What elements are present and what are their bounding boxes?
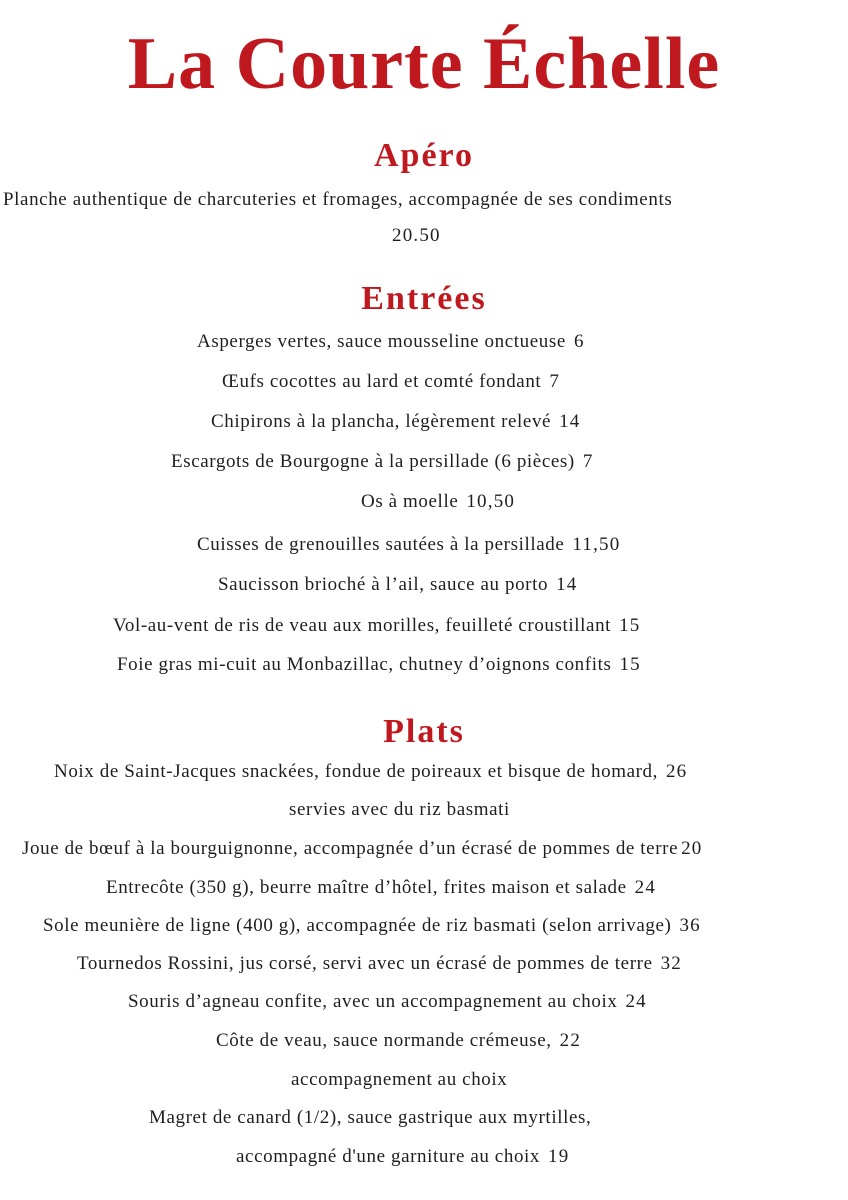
item-name: Magret de canard (1/2), sauce gastrique aux myrtilles, [149,1107,592,1128]
item-price: 11,50 [572,534,621,555]
menu-item-plat [128,990,647,1014]
item-name-line2: accompagnement au choix [291,1069,508,1090]
menu-item-entree [113,614,640,638]
item-price: 7 [582,451,594,472]
item-price: 24 [634,877,657,898]
restaurant-title: La Courte Échelle [127,23,721,105]
menu-item-plat [22,837,703,861]
item-name: Sole meunière de ligne (400 g), accompagnée de riz basmati (selon arrivage) [43,915,672,936]
item-price: 22 [559,1030,582,1051]
menu-item-plat [106,876,656,900]
menu-item-plat-continuation [289,798,510,822]
item-name: Escargots de Bourgogne à la persillade (6 pièces) [171,451,575,472]
item-name: Joue de bœuf à la bourguignonne, accompagnée d’un écrasé de pommes de terre [22,838,679,859]
item-price: 32 [660,953,683,974]
item-price: 20 [681,838,703,859]
menu-item-plat [149,1106,591,1130]
menu-item-entree [117,653,641,677]
menu-item-entree [197,533,620,557]
item-price: 24 [625,991,647,1012]
item-name: Noix de Saint-Jacques snackées, fondue de poireaux et bisque de homard, [54,761,658,782]
item-price: 15 [619,615,641,636]
item-price: 19 [548,1146,570,1167]
item-price: 26 [665,761,688,782]
menu-item-plat [77,952,682,976]
menu-item-plat [43,914,701,938]
item-name: Côte de veau, sauce normande crémeuse, [216,1030,552,1051]
menu-item-entree [361,490,515,514]
section-heading-apero: Apéro [373,137,475,174]
item-name-line2: servies avec du riz basmati [289,799,510,820]
section-heading-plats: Plats [383,713,465,750]
item-price: 10,50 [466,491,516,512]
menu-item-entree [171,450,594,474]
item-name: Souris d’agneau confite, avec un accompagnement au choix [128,991,618,1012]
menu-item-entree [197,330,585,354]
item-name: Planche authentique de charcuteries et fromages, accompagnée de ses condiments [3,189,673,210]
menu-item-plat [216,1029,581,1053]
menu-item-entree [211,410,580,434]
item-price: 6 [573,331,585,352]
item-price: 36 [679,915,701,936]
item-name: Cuisses de grenouilles sautées à la persillade [197,534,565,555]
menu-item-entree [222,370,560,394]
item-name: Os à moelle [361,491,459,512]
item-name: Vol-au-vent de ris de veau aux morilles, feuilleté croustillant [113,615,612,636]
item-name-line2: accompagné d'une garniture au choix [236,1146,541,1167]
item-name: Chipirons à la plancha, légèrement relevé [211,411,552,432]
menu-item-plat-continuation [291,1068,507,1092]
item-name: Tournedos Rossini, jus corsé, servi avec un écrasé de pommes de terre [77,953,653,974]
item-name: Saucisson brioché à l’ail, sauce au porto [218,574,549,595]
item-price: 7 [549,371,561,392]
section-heading-entrees: Entrées [361,280,487,317]
item-price: 20.50 [392,225,441,246]
menu-item-entree [218,573,578,597]
item-price: 14 [556,574,578,595]
menu-item-plat [54,760,687,784]
menu-item-plat-continuation [236,1145,569,1169]
item-price: 15 [619,654,641,675]
menu-item-apero-1-price-line [392,224,441,248]
item-name: Asperges vertes, sauce mousseline onctueuse [197,331,566,352]
menu-item-apero-1 [3,188,672,212]
item-name: Entrecôte (350 g), beurre maître d’hôtel, frites maison et salade [106,877,627,898]
item-name: Œufs cocottes au lard et comté fondant [222,371,542,392]
item-name: Foie gras mi-cuit au Monbazillac, chutney d’oignons confits [117,654,612,675]
item-price: 14 [559,411,581,432]
